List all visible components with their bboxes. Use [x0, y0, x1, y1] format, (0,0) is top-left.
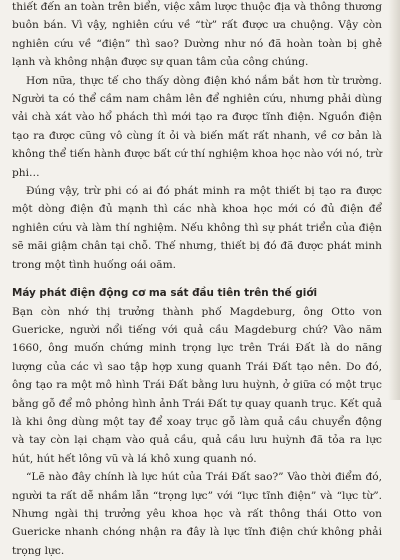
- page-body: [12, 0, 382, 560]
- section-paragraph-1: Bạn còn nhớ thị trưởng thành phố Magdeburg, ông Otto von Guericke, người nổi tiếng với quả cầu Magdeburg chứ? Vào năm 1660, ông muốn chứng minh trọng lực trên Trái Đất là do năng lượng của các vì sao tập hợp xung quanh Trái Đất tạo nên. Do đó, ông tạo ra một mô hình Trái Đất bằng lưu huỳnh, ở giữa có một trục bằng gỗ để mô phỏng hình ảnh Trái Đất tự quay quanh trục. Kết quả là khi ông dùng một tay để xoay trục gỗ làm quả cầu chuyển động và tay còn lại chạm vào quả cầu, quả cầu lưu huỳnh đã tỏa ra lực hút, hút hết lông vũ và lá khô xung quanh nó.: [12, 305, 382, 465]
- paragraph-1: thiết đến an toàn trên biển, việc xâm lược thuộc địa và thông thương buôn bán. Vì vậy, nghiên cứu về “từ” rất được ưa chuộng. Vậy còn nghiên cứu về “điện” thì sao? Dường như nó đã hoàn toàn bị ghẻ lạnh và không nhận được sự quan tâm của công chúng.: [12, 1, 382, 69]
- section-heading: Máy phát điện động cơ ma sát đầu tiên trên thế giới: [12, 287, 318, 300]
- paragraph-2: Hơn nữa, thực tế cho thấy dòng điện khó nắm bắt hơn từ trường. Người ta có thể cầm nam châm lên để nghiên cứu, nhưng phải dùng vải chà xát vào hổ phách thì mới tạo ra được tĩnh điện. Nguồn điện tạo ra được cũng vô cùng ít ỏi và biến mất rất nhanh, về cơ bản là không thể tiến hành được bất cứ thí nghiệm khoa học nào với nó, trừ phi…: [12, 74, 382, 179]
- section-paragraph-2: “Lẽ nào đây chính là lực hút của Trái Đất sao?” Vào thời điểm đó, người ta rất dễ nhầm lẫn “trọng lực” với “lực tĩnh điện” và “lực từ”. Nhưng ngài thị trưởng yêu khoa học và rất thông thái Otto von Guericke nhanh chóng nhận ra đây là lực tĩnh điện chứ không phải trọng lực.: [12, 471, 382, 557]
- page-edge-shadow: [388, 0, 400, 400]
- paragraph-3: Đúng vậy, trừ phi có ai đó phát minh ra một thiết bị tạo ra được một dòng điện đủ mạnh thì các nhà khoa học mới có đủ điện để nghiên cứu và làm thí nghiệm. Nếu không thì sự phát triển của điện sẽ mãi giậm chân tại chỗ. Thế nhưng, thiết bị đó đã được phát minh trong một tình huống oái oăm.: [12, 185, 382, 271]
